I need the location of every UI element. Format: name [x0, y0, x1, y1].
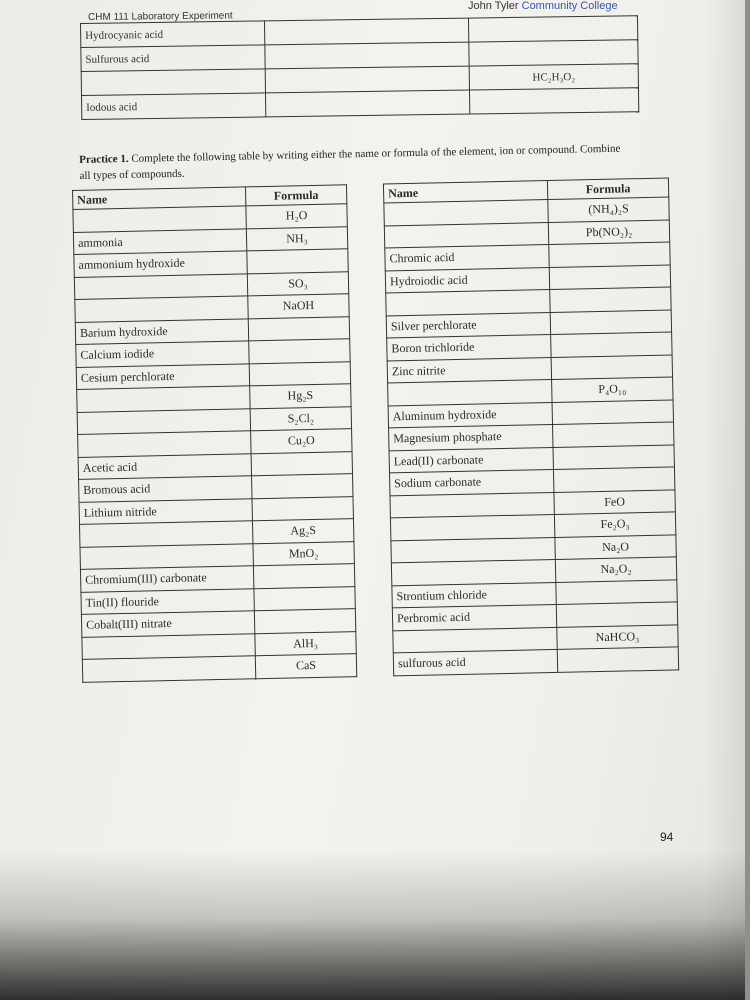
formula-cell[interactable]: P₄O₁₀	[552, 377, 673, 402]
name-cell[interactable]: Cobalt(III) nitrate	[81, 611, 254, 637]
name-cell[interactable]: Boron trichloride	[387, 335, 551, 361]
name-cell[interactable]: Chromium(III) carbonate	[80, 566, 253, 592]
name-cell[interactable]: Silver perchlorate	[386, 312, 550, 338]
college-name: John Tyler	[468, 0, 519, 12]
formula-cell[interactable]	[254, 609, 355, 634]
formula-cell[interactable]: AlH₃	[255, 631, 356, 656]
formula-cell[interactable]	[550, 287, 671, 312]
left-table-row	[82, 654, 356, 682]
hand-shadow	[0, 850, 745, 1000]
formula-cell[interactable]	[551, 332, 672, 357]
course-header: CHM 111 Laboratory Experiment	[87, 10, 233, 23]
top-table-cell[interactable]	[468, 16, 637, 42]
formula-cell[interactable]	[252, 496, 353, 521]
name-cell[interactable]: Zinc nitrite	[387, 357, 551, 383]
name-cell[interactable]: Magnesium phosphate	[389, 424, 553, 450]
practice-text: Complete the following table by writing either the name or formula of the element, ion or compound. Combine all types of compounds.	[79, 142, 621, 182]
formula-cell[interactable]	[549, 264, 670, 289]
name-cell[interactable]	[82, 656, 255, 682]
formula-cell[interactable]: NaHCO₃	[557, 624, 678, 649]
formula-cell[interactable]	[251, 451, 352, 476]
right-table-row	[393, 647, 678, 675]
formula-cell[interactable]	[253, 564, 354, 589]
top-table-cell[interactable]: Sulfurous acid	[81, 45, 265, 72]
formula-cell[interactable]: Cu₂O	[251, 429, 352, 454]
name-cell[interactable]: Acetic acid	[78, 453, 251, 479]
top-table-cell[interactable]: HC₂H₃O₂	[469, 64, 638, 90]
formula-cell[interactable]: NaOH	[248, 294, 349, 319]
practice-instructions	[79, 141, 625, 184]
formula-cell[interactable]	[553, 422, 674, 447]
formula-cell[interactable]	[556, 579, 677, 604]
formula-cell[interactable]: Na₂O₂	[555, 557, 676, 582]
name-cell[interactable]: Sodium carbonate	[389, 469, 553, 495]
name-cell[interactable]: Strontium chloride	[392, 582, 556, 608]
name-cell[interactable]: Hydroiodic acid	[385, 267, 549, 293]
top-table-cell[interactable]	[265, 66, 469, 93]
formula-cell[interactable]	[549, 242, 670, 267]
top-table-cell[interactable]	[469, 88, 638, 114]
top-table-cell[interactable]	[264, 18, 468, 45]
nomenclature-tables	[72, 177, 679, 682]
top-table-cell[interactable]	[81, 69, 265, 96]
college-name-blue: Community College	[521, 0, 618, 12]
top-table-cell[interactable]	[265, 42, 469, 69]
top-table-cell[interactable]	[469, 40, 638, 66]
formula-cell[interactable]	[551, 354, 672, 379]
page-number: 94	[660, 830, 674, 844]
top-table-cell[interactable]: Iodous acid	[82, 93, 266, 120]
formula-cell[interactable]	[550, 309, 671, 334]
formula-cell[interactable]	[249, 361, 350, 386]
formula-cell[interactable]: NH₃	[246, 226, 347, 251]
right-table	[383, 177, 679, 675]
left-formula-header: Formula	[245, 185, 346, 206]
formula-cell[interactable]: Ag₂S	[252, 519, 353, 544]
formula-cell[interactable]	[556, 602, 677, 627]
name-cell[interactable]: Chromic acid	[385, 245, 549, 271]
name-cell[interactable]: ammonia	[73, 228, 246, 254]
college-header	[468, 0, 618, 12]
formula-cell[interactable]	[552, 399, 673, 424]
formula-cell[interactable]	[557, 647, 678, 672]
formula-cell[interactable]	[247, 249, 348, 274]
formula-cell[interactable]	[249, 339, 350, 364]
name-cell[interactable]: Cesium perchlorate	[76, 363, 249, 389]
name-cell[interactable]: sulfurous acid	[393, 649, 557, 675]
left-table	[72, 184, 357, 682]
formula-cell[interactable]	[254, 586, 355, 611]
name-cell[interactable]: ammonium hydroxide	[74, 251, 247, 277]
name-cell[interactable]: Bromous acid	[79, 476, 252, 502]
name-cell[interactable]: Calcium iodide	[76, 341, 249, 367]
left-name-header: Name	[73, 187, 246, 210]
right-formula-header: Formula	[547, 178, 668, 200]
name-cell[interactable]: Lithium nitride	[79, 498, 252, 524]
top-table-cell[interactable]	[265, 90, 469, 117]
formula-cell[interactable]: Na₂O	[555, 534, 676, 559]
right-name-header: Name	[383, 181, 547, 203]
formula-cell[interactable]: Fe₂O₃	[554, 512, 675, 537]
top-table	[80, 15, 639, 120]
formula-cell[interactable]	[553, 444, 674, 469]
formula-cell[interactable]: H₂O	[246, 204, 347, 229]
formula-cell[interactable]: MnO₂	[253, 541, 354, 566]
name-cell[interactable]: Aluminum hydroxide	[388, 402, 552, 428]
formula-cell[interactable]: Hg₂S	[250, 384, 351, 409]
name-cell[interactable]: Lead(II) carbonate	[389, 447, 553, 473]
formula-cell[interactable]: FeO	[554, 489, 675, 514]
name-cell[interactable]: Tin(II) flouride	[81, 588, 254, 614]
formula-cell[interactable]	[553, 467, 674, 492]
formula-cell[interactable]: SO₃	[247, 271, 348, 296]
formula-cell[interactable]	[252, 474, 353, 499]
top-table-cell[interactable]: Hydrocyanic acid	[81, 21, 265, 48]
formula-cell[interactable]: S₂Cl₂	[250, 406, 351, 431]
formula-cell[interactable]: Pb(NO₂)₂	[548, 219, 669, 244]
formula-cell[interactable]	[248, 316, 349, 341]
practice-label: Practice 1.	[79, 152, 129, 166]
name-cell[interactable]: Perbromic acid	[392, 604, 556, 630]
name-cell[interactable]: Barium hydroxide	[75, 318, 248, 344]
formula-cell[interactable]: CaS	[255, 654, 356, 679]
formula-cell[interactable]: (NH₄)₂S	[548, 197, 669, 222]
